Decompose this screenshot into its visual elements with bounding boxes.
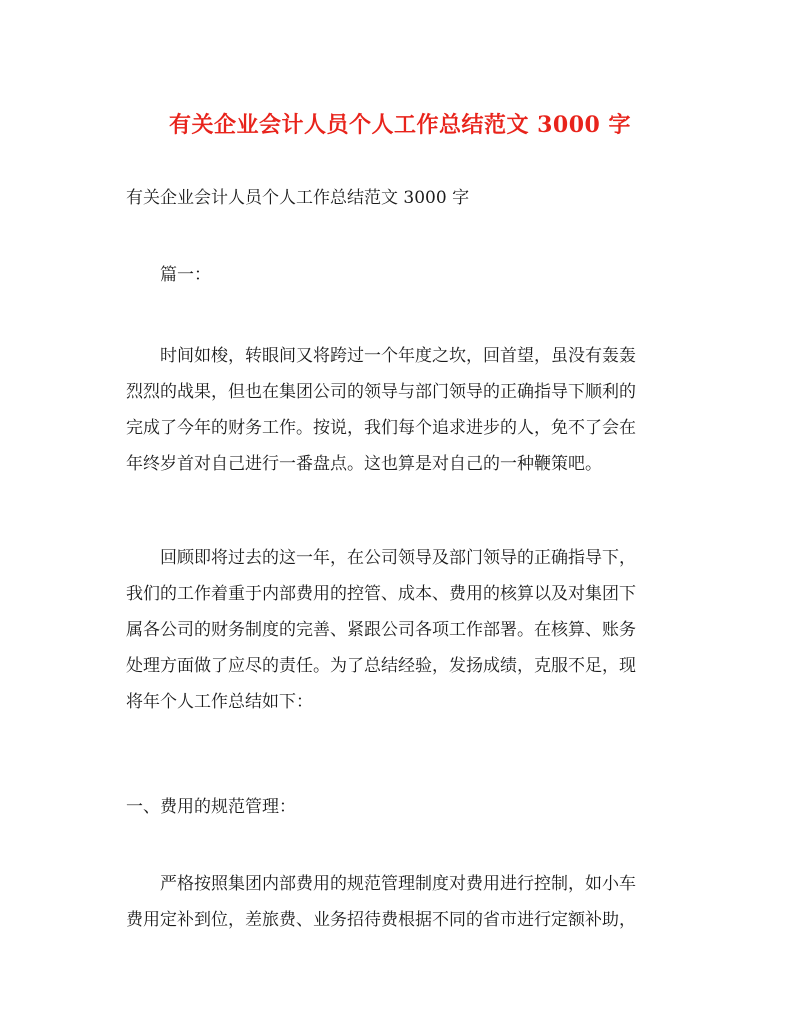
section-heading-part-one: 篇一： xyxy=(160,265,211,285)
paragraph-1-line: 时间如梭，转眼间又将跨过一个年度之坎，回首望，虽没有轰轰 xyxy=(160,346,636,366)
document-title: 有关企业会计人员个人工作总结范文 3000 字 xyxy=(168,112,632,138)
paragraph-2-line: 属各公司的财务制度的完善、紧跟公司各项工作部署。在核算、账务 xyxy=(126,620,636,640)
paragraph-2-line: 我们的工作着重于内部费用的控管、成本、费用的核算以及对集团下 xyxy=(126,584,636,604)
paragraph-1 xyxy=(126,338,676,482)
section-heading-expense-management: 一、费用的规范管理： xyxy=(126,797,296,817)
paragraph-2-line: 将年个人工作总结如下： xyxy=(126,692,313,712)
paragraph-2-line: 回顾即将过去的这一年，在公司领导及部门领导的正确指导下， xyxy=(160,548,636,568)
document-subtitle: 有关企业会计人员个人工作总结范文 3000 字 xyxy=(126,188,470,208)
paragraph-3 xyxy=(126,866,676,938)
paragraph-2-line: 处理方面做了应尽的责任。为了总结经验，发扬成绩，克服不足，现 xyxy=(126,656,636,676)
paragraph-2 xyxy=(126,540,676,720)
paragraph-1-line: 烈烈的战果，但也在集团公司的领导与部门领导的正确指导下顺利的 xyxy=(126,382,636,402)
paragraph-3-line: 费用定补到位，差旅费、业务招待费根据不同的省市进行定额补助， xyxy=(126,910,636,930)
paragraph-1-line: 完成了今年的财务工作。按说，我们每个追求进步的人，免不了会在 xyxy=(126,418,636,438)
paragraph-1-line: 年终岁首对自己进行一番盘点。这也算是对自己的一种鞭策吧。 xyxy=(126,454,602,474)
paragraph-3-line: 严格按照集团内部费用的规范管理制度对费用进行控制，如小车 xyxy=(160,874,636,894)
